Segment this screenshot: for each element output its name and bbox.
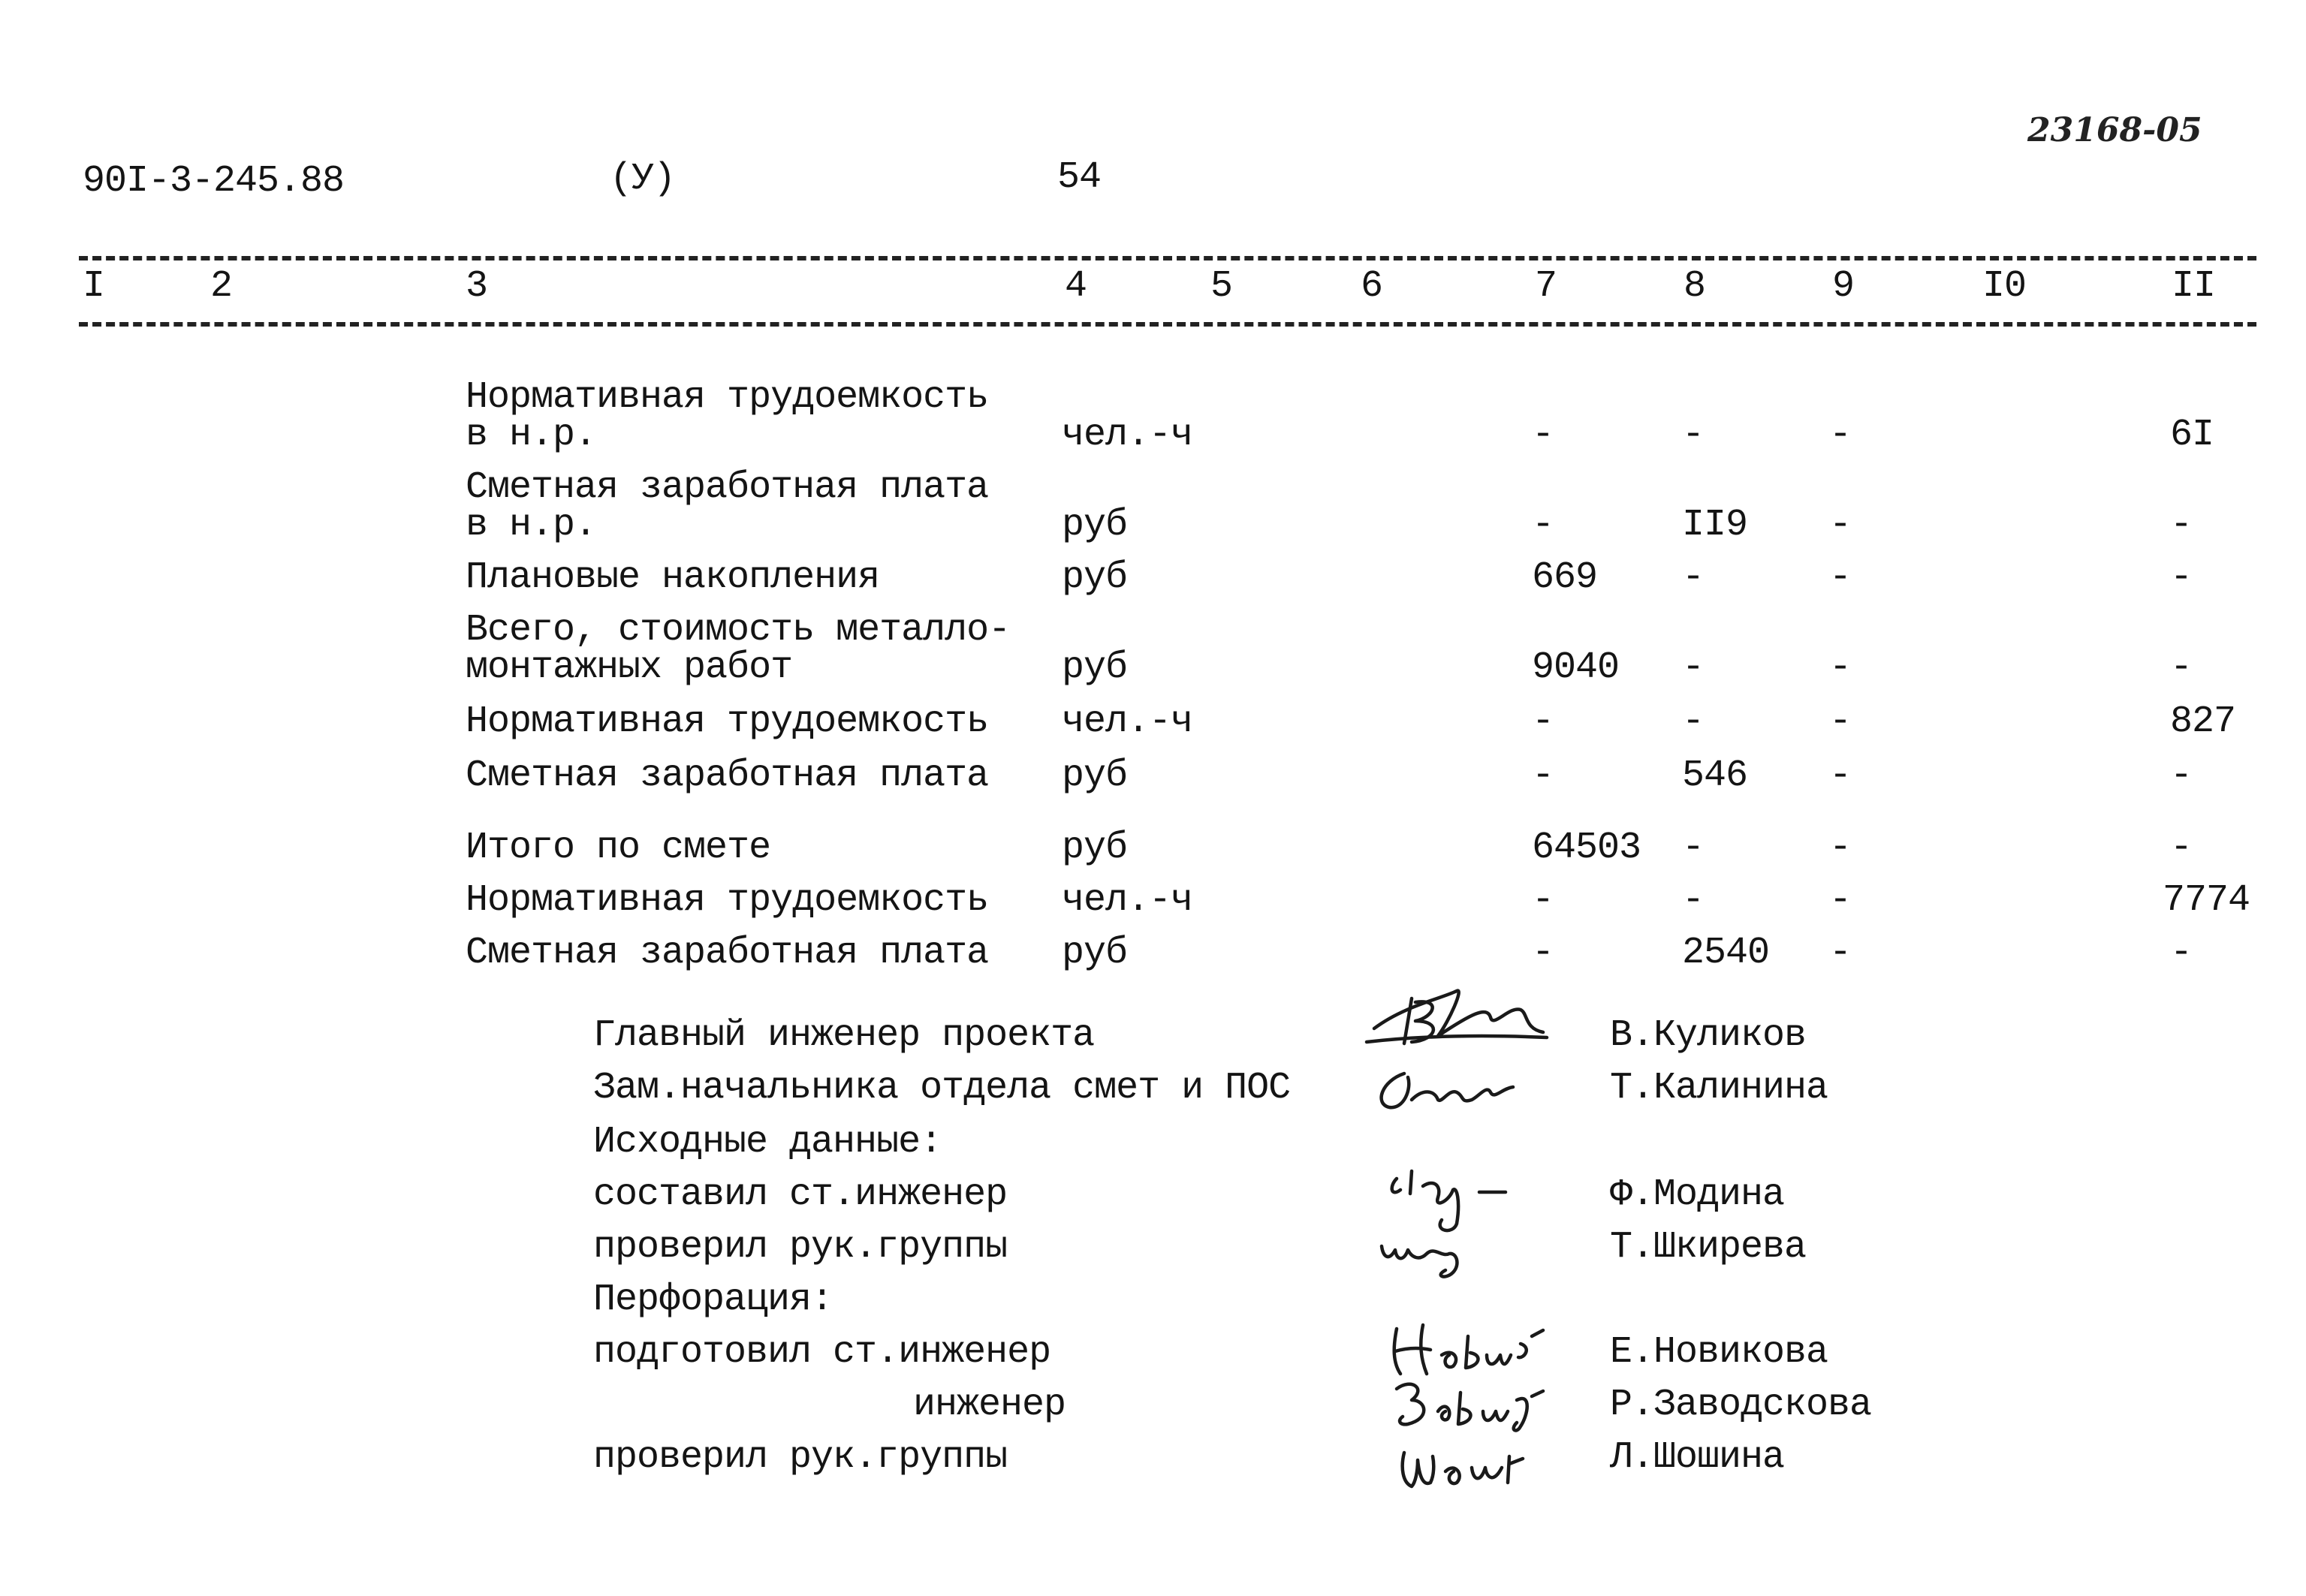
row-label: Нормативная трудоемкость bbox=[466, 376, 989, 419]
cell-col8: - bbox=[1682, 556, 1705, 599]
cell-col7: 64503 bbox=[1532, 827, 1641, 869]
row-unit: руб bbox=[1062, 827, 1128, 869]
row-label: Плановые накопления bbox=[466, 556, 880, 599]
row-unit: руб bbox=[1062, 646, 1128, 689]
archive-stamp: 23168-05 bbox=[2027, 111, 2202, 149]
signoff-role: составил ст.инженер bbox=[593, 1173, 1008, 1216]
row-label: Итого по смете bbox=[466, 827, 771, 869]
signoff-role: инженер bbox=[913, 1384, 1066, 1426]
column-header: 4 bbox=[1065, 265, 1087, 308]
row-unit: чел.-ч bbox=[1062, 414, 1193, 456]
cell-col7: - bbox=[1532, 879, 1554, 922]
signature-zavodskova bbox=[1382, 1370, 1554, 1438]
header-rule-top bbox=[79, 256, 2256, 260]
cell-col7: 9040 bbox=[1532, 646, 1620, 689]
cell-col7: - bbox=[1532, 754, 1554, 797]
row-label-cont: в н.р. bbox=[466, 504, 597, 547]
column-header: 9 bbox=[1832, 265, 1855, 308]
signoff-name: Т.Шкирева bbox=[1610, 1226, 1807, 1269]
cell-col9: - bbox=[1829, 556, 1852, 599]
signoff-role: проверил рук.группы bbox=[593, 1226, 1008, 1269]
row-unit: чел.-ч bbox=[1062, 879, 1193, 922]
header-rule-bottom bbox=[79, 322, 2256, 327]
column-header: 7 bbox=[1535, 265, 1557, 308]
signoff-section-label: Перфорация: bbox=[593, 1278, 833, 1321]
cell-col11: - bbox=[2170, 556, 2193, 599]
cell-col9: - bbox=[1829, 932, 1852, 974]
cell-col9: - bbox=[1829, 646, 1852, 689]
signature-kalinina bbox=[1367, 1058, 1539, 1119]
column-header: I bbox=[83, 265, 105, 308]
cell-col9: - bbox=[1829, 504, 1852, 547]
cell-col7: 669 bbox=[1532, 556, 1598, 599]
cell-col11: - bbox=[2170, 646, 2193, 689]
cell-col9: - bbox=[1829, 700, 1852, 743]
signoff-role: проверил рук.группы bbox=[593, 1436, 1008, 1479]
row-label: Всего, стоимость металло- bbox=[466, 609, 1011, 652]
cell-col9: - bbox=[1829, 879, 1852, 922]
column-header: 5 bbox=[1210, 265, 1233, 308]
page-number: 54 bbox=[1057, 156, 1102, 199]
cell-col8: - bbox=[1682, 414, 1705, 456]
signoff-name: Л.Шошина bbox=[1610, 1436, 1785, 1479]
signoff-name: Т.Калинина bbox=[1610, 1067, 1828, 1110]
cell-col11: 827 bbox=[2170, 700, 2236, 743]
column-header: I0 bbox=[1982, 265, 2027, 308]
signoff-name: Р.Заводскова bbox=[1610, 1384, 1872, 1426]
cell-col9: - bbox=[1829, 414, 1852, 456]
row-label-cont: в н.р. bbox=[466, 414, 597, 456]
cell-col11: - bbox=[2170, 932, 2193, 974]
cell-col8: - bbox=[1682, 646, 1705, 689]
cell-col8: 2540 bbox=[1682, 932, 1770, 974]
cell-col11: - bbox=[2170, 754, 2193, 797]
cell-col11: - bbox=[2170, 504, 2193, 547]
column-header: 3 bbox=[466, 265, 488, 308]
signoff-role: Зам.начальника отдела смет и ПОС bbox=[593, 1067, 1291, 1110]
row-unit: руб bbox=[1062, 932, 1128, 974]
cell-col11: 7774 bbox=[2163, 879, 2250, 922]
row-label: Сметная заработная плата bbox=[466, 932, 989, 974]
cell-col7: - bbox=[1532, 932, 1554, 974]
cell-col11: 6I bbox=[2170, 414, 2214, 456]
signature-shkireva bbox=[1374, 1224, 1487, 1284]
signoff-name: В.Куликов bbox=[1610, 1014, 1807, 1057]
cell-col8: - bbox=[1682, 879, 1705, 922]
column-header: 8 bbox=[1684, 265, 1706, 308]
signature-shoshina bbox=[1389, 1430, 1539, 1498]
column-header: II bbox=[2172, 265, 2216, 308]
column-header: 2 bbox=[210, 265, 233, 308]
cell-col8: II9 bbox=[1682, 504, 1748, 547]
row-label-cont: монтажных работ bbox=[466, 646, 793, 689]
row-unit: руб bbox=[1062, 504, 1128, 547]
cell-col9: - bbox=[1829, 754, 1852, 797]
signoff-section-label: Исходные данные: bbox=[593, 1121, 942, 1164]
document-code: 90I-3-245.88 bbox=[83, 160, 345, 203]
cell-col9: - bbox=[1829, 827, 1852, 869]
column-header: 6 bbox=[1361, 265, 1383, 308]
cell-col7: - bbox=[1532, 414, 1554, 456]
row-label: Сметная заработная плата bbox=[466, 754, 989, 797]
row-unit: руб bbox=[1062, 754, 1128, 797]
cell-col8: - bbox=[1682, 827, 1705, 869]
cell-col8: - bbox=[1682, 700, 1705, 743]
signoff-name: Ф.Модина bbox=[1610, 1173, 1785, 1216]
row-unit: руб bbox=[1062, 556, 1128, 599]
signature-kulikov bbox=[1359, 976, 1562, 1058]
row-label: Сметная заработная плата bbox=[466, 466, 989, 509]
cell-col7: - bbox=[1532, 504, 1554, 547]
cell-col7: - bbox=[1532, 700, 1554, 743]
signoff-name: Е.Новикова bbox=[1610, 1331, 1828, 1374]
row-label: Нормативная трудоемкость bbox=[466, 879, 989, 922]
row-unit: чел.-ч bbox=[1062, 700, 1193, 743]
signoff-role: подготовил ст.инженер bbox=[593, 1331, 1051, 1374]
cell-col11: - bbox=[2170, 827, 2193, 869]
row-label: Нормативная трудоемкость bbox=[466, 700, 989, 743]
signoff-role: Главный инженер проекта bbox=[593, 1014, 1095, 1057]
cell-col8: 546 bbox=[1682, 754, 1748, 797]
section-mark: (У) bbox=[610, 158, 676, 200]
